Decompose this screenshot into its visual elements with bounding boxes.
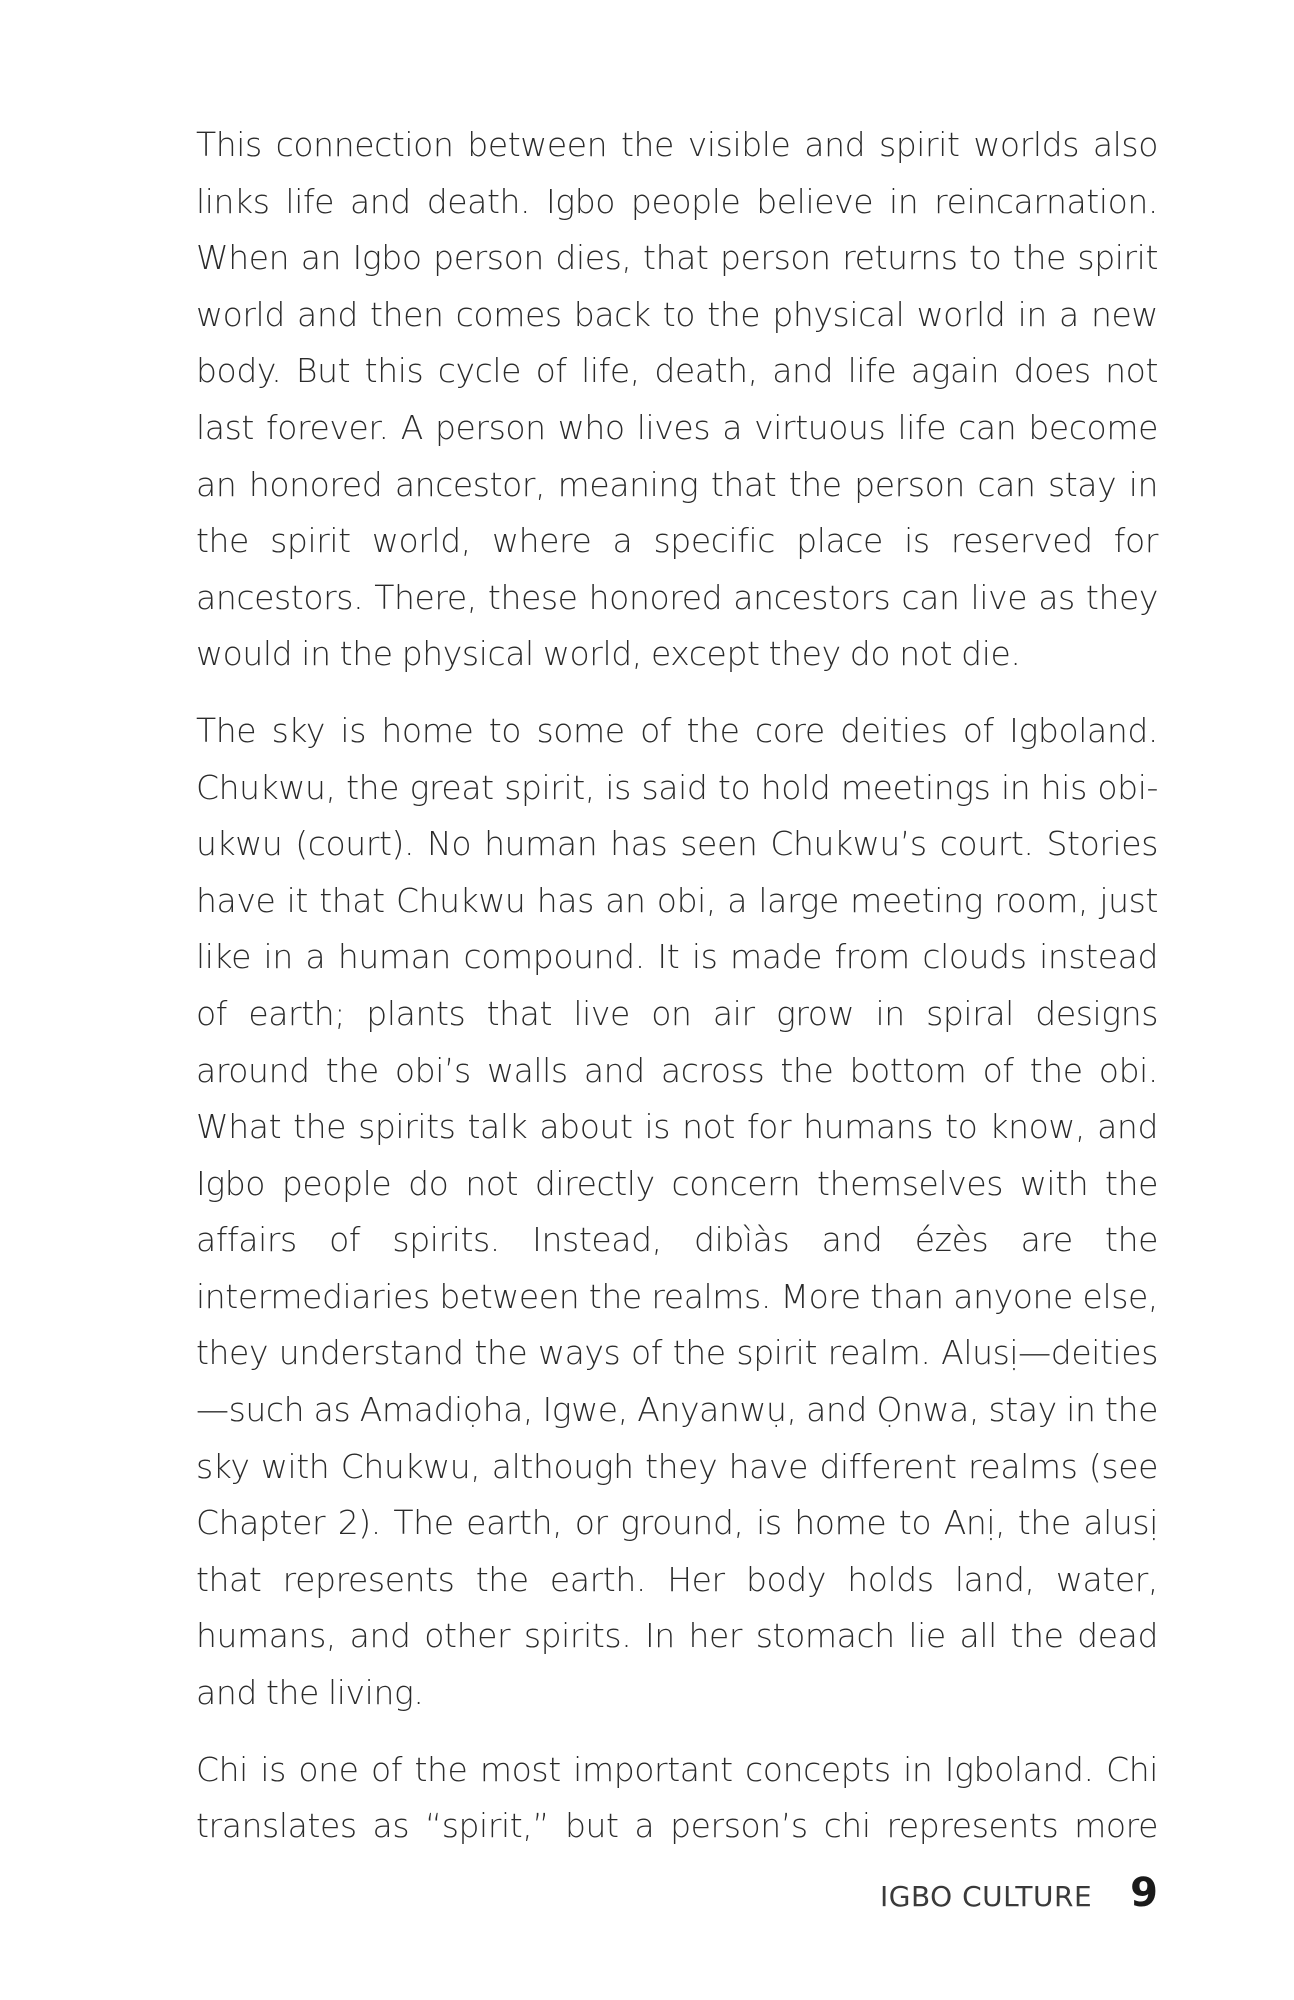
- page-footer: [880, 1870, 1158, 1916]
- paragraph-reincarnation: This connection between the visible and spirit worlds also links life and death. Igbo people believe in reincarnation. When an Igbo person dies, that person returns to the spirit world and then comes back to the physical world in a new body. But this cycle of life, death, and life again does not last forever. A person who lives a virtuous life can become an honored ancestor, meaning that the person can stay in the spirit world, where a specific place is reserved for ancestors. There, these honored ancestors can live as they would in the physical world, except they do not die.: [196, 125, 1158, 674]
- body-text: [196, 117, 1158, 1875]
- running-head: IGBO CULTURE: [880, 1880, 1093, 1913]
- page-number: 9: [1130, 1870, 1158, 1916]
- paragraph-chi: Chi is one of the most important concepts in Igboland. Chi translates as “spirit,” but a person’s chi represents more: [196, 1749, 1158, 1846]
- paragraph-sky-deities: The sky is home to some of the core deities of Igboland. Chukwu, the great spirit, is said to hold meetings in his obi-ukwu (court). No human has seen Chukwu’s court. Stories have it that Chukwu has an obi, a large meeting room, just like in a human compound. It is made from clouds instead of earth; plants that live on air grow in spiral designs around the obi’s walls and across the bottom of the obi. What the spirits talk about is not for humans to know, and Igbo people do not directly concern themselves with the affairs of spirits. Instead, dibìàs and ézès are the intermediaries between the realms. More than anyone else, they understand the ways of the spirit realm. Alusị—deities—such as Amadiọha, Igwe, Anyanwụ, and Ọnwa, stay in the sky with Chukwu, although they have different realms (see Chapter 2). The earth, or ground, is home to Anị, the alusị that represents the earth. Her body holds land, water, humans, and other spirits. In her stomach lie all the dead and the living.: [196, 710, 1158, 1713]
